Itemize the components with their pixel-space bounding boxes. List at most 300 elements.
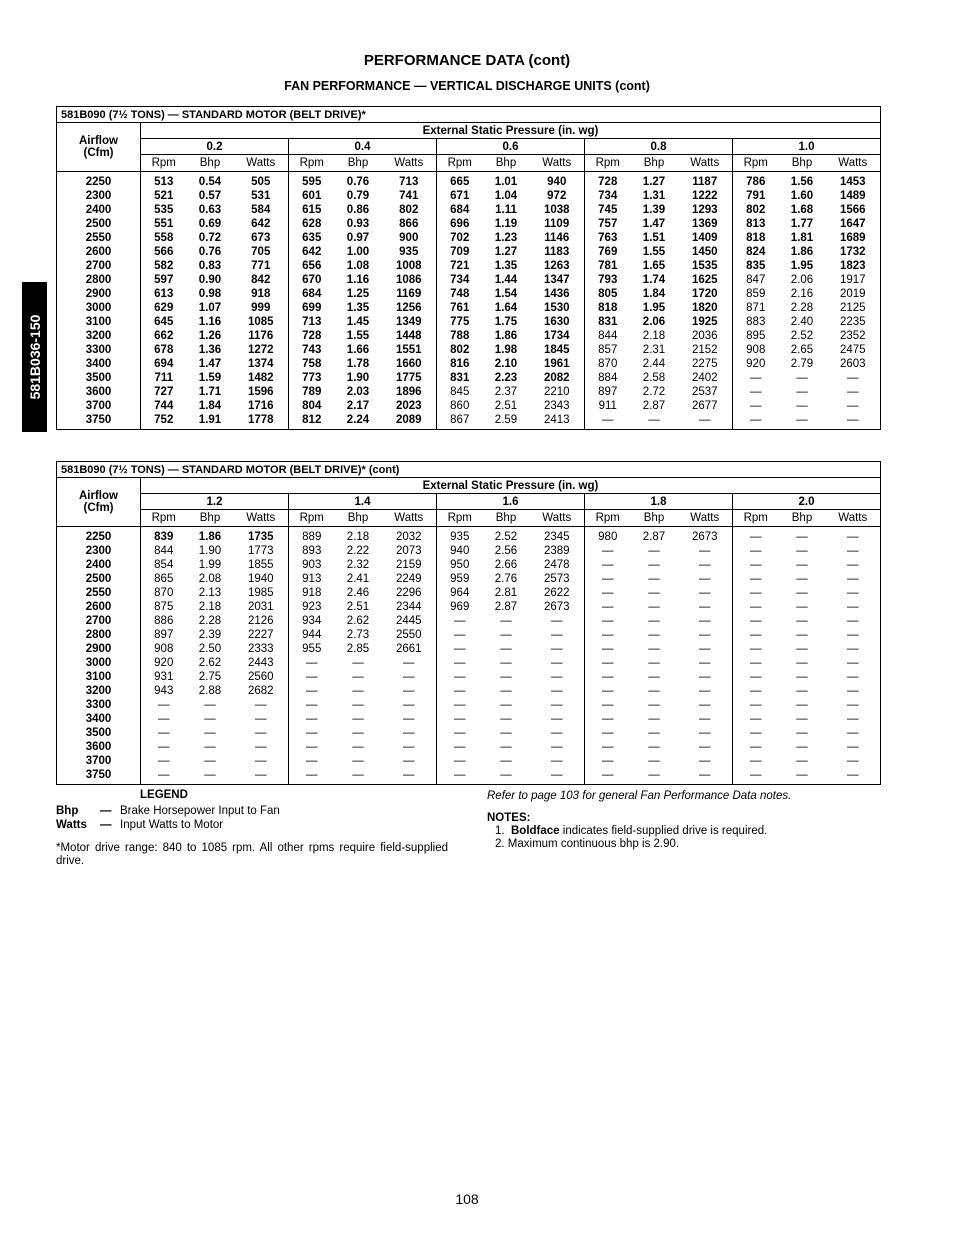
table-cell: — <box>352 685 364 697</box>
pressure-header: 1.4 <box>289 494 437 510</box>
table-cell: — <box>648 414 660 426</box>
table-cell: — <box>648 713 660 725</box>
table-cell: — <box>141 740 187 754</box>
table-cell: — <box>585 726 631 740</box>
table-cell: 2.46 <box>346 587 370 599</box>
airflow-cell: 3100 <box>85 671 112 683</box>
notes <box>487 812 767 851</box>
table-cell: — <box>699 727 711 739</box>
table-cell: — <box>699 713 711 725</box>
esp-label: External Static Pressure (in. wg) <box>141 123 881 139</box>
table-row <box>57 698 881 712</box>
table-cell: 2475 <box>839 344 866 356</box>
refer-note: Refer to page 103 for general Fan Performance Data notes. <box>487 790 792 802</box>
table-cell: 1176 <box>248 330 274 342</box>
table-cell: 1530 <box>543 302 570 314</box>
table-row <box>57 301 881 315</box>
table-cell: 584 <box>251 204 271 216</box>
table-cell: 2.59 <box>494 414 518 426</box>
table-cell: 2.03 <box>346 386 370 398</box>
table-cell: — <box>437 768 483 785</box>
table-cell: — <box>255 713 267 725</box>
table-cell: 1.84 <box>198 400 222 412</box>
table-cell: 0.83 <box>198 260 222 272</box>
table-cell: — <box>551 713 563 725</box>
table-cell: — <box>500 741 512 753</box>
table-cell: 903 <box>289 558 335 572</box>
legend-item <box>56 819 280 833</box>
table-cell: 642 <box>289 245 335 259</box>
table-cell: — <box>437 628 483 642</box>
table-cell: 791 <box>733 189 779 203</box>
table-row <box>57 628 881 642</box>
airflow-cell: 2500 <box>85 573 112 585</box>
table-cell: 854 <box>141 558 187 572</box>
table-cell: — <box>551 685 563 697</box>
table-cell: 2023 <box>395 400 422 412</box>
table-cell: 1.77 <box>790 218 814 230</box>
table-cell: 709 <box>437 245 483 259</box>
column-header: Watts <box>826 510 881 527</box>
table-cell: — <box>733 768 779 785</box>
table-cell: 1.27 <box>642 176 666 188</box>
legend-dash: — <box>100 819 112 831</box>
table-row <box>57 287 881 301</box>
table-cell: 1146 <box>544 232 570 244</box>
table-cell: 1647 <box>839 218 866 230</box>
table-cell: 886 <box>141 614 187 628</box>
table-cell: — <box>648 699 660 711</box>
table-cell: 775 <box>437 315 483 329</box>
table-cell: 1720 <box>691 288 718 300</box>
table-cell: 2389 <box>543 545 570 557</box>
table-row <box>57 684 881 698</box>
table-cell: 2343 <box>543 400 570 412</box>
table-cell: 1.47 <box>642 218 666 230</box>
pressure-header: 1.6 <box>437 494 585 510</box>
table-cell: 1.47 <box>198 358 222 370</box>
table-cell: 2.87 <box>642 531 666 543</box>
table-cell: — <box>796 643 808 655</box>
table-cell: 1716 <box>247 400 274 412</box>
table-cell: 684 <box>289 287 335 301</box>
table-title: 581B090 (7½ TONS) — STANDARD MOTOR (BELT DRIVE)* (cont) <box>57 462 881 478</box>
table-cell: — <box>437 684 483 698</box>
table-cell: — <box>551 629 563 641</box>
table-cell: — <box>437 740 483 754</box>
table-cell: 728 <box>585 172 631 190</box>
table-cell: 628 <box>289 217 335 231</box>
table-cell: 1820 <box>691 302 718 314</box>
table-cell: 2249 <box>395 573 422 585</box>
table-cell: 1450 <box>691 246 718 258</box>
table-cell: 727 <box>141 385 187 399</box>
table-cell: — <box>585 684 631 698</box>
table-cell: — <box>403 727 415 739</box>
table-cell: 1.36 <box>198 344 222 356</box>
column-header: Watts <box>382 510 437 527</box>
table-cell: 2537 <box>691 386 718 398</box>
table-cell: 1.91 <box>198 414 222 426</box>
table-cell: 2.75 <box>198 671 222 683</box>
table-cell: 1823 <box>839 260 866 272</box>
table-cell: 923 <box>289 600 335 614</box>
table-cell: 1535 <box>691 260 718 272</box>
table-cell: — <box>733 600 779 614</box>
table-cell: 1.71 <box>198 386 222 398</box>
table-cell: — <box>204 713 216 725</box>
table-cell: 2677 <box>691 400 718 412</box>
table-cell: 713 <box>289 315 335 329</box>
table-cell: — <box>585 614 631 628</box>
airflow-label: Airflow <box>79 135 118 147</box>
table-cell: 1.86 <box>198 531 222 543</box>
footnote: *Motor drive range: 840 to 1085 rpm. All other rpms require field-supplied drive. <box>56 842 448 867</box>
table-cell: — <box>500 657 512 669</box>
table-cell: 0.69 <box>198 218 222 230</box>
airflow-unit: (Cfm) <box>83 147 114 159</box>
table-row <box>57 740 881 754</box>
column-header: Bhp <box>187 510 234 527</box>
table-cell: 0.72 <box>198 232 222 244</box>
table-cell: — <box>352 657 364 669</box>
table-cell: — <box>699 699 711 711</box>
table-cell: — <box>733 642 779 656</box>
table-cell: — <box>847 559 859 571</box>
table-cell: 2.73 <box>346 629 370 641</box>
table-cell: — <box>437 642 483 656</box>
table-cell: — <box>847 372 859 384</box>
table-cell: 844 <box>585 329 631 343</box>
table-cell: — <box>585 558 631 572</box>
table-cell: — <box>551 615 563 627</box>
column-header: Watts <box>826 155 881 172</box>
column-header: Bhp <box>335 510 382 527</box>
table-row <box>57 231 881 245</box>
table-cell: 920 <box>141 656 187 670</box>
table-cell: 2159 <box>395 559 422 571</box>
table-cell: 1.84 <box>642 288 666 300</box>
table-cell: 842 <box>251 274 271 286</box>
table-cell: 684 <box>437 203 483 217</box>
table-cell: 2344 <box>395 601 422 613</box>
table-cell: 2333 <box>247 643 274 655</box>
table-cell: 662 <box>141 329 187 343</box>
table-cell: — <box>403 657 415 669</box>
table-cell: 2.51 <box>494 400 518 412</box>
table-cell: 816 <box>437 357 483 371</box>
table-cell: 889 <box>289 527 335 545</box>
table-cell: — <box>585 544 631 558</box>
column-header: Rpm <box>585 155 631 172</box>
table-cell: 0.76 <box>346 176 370 188</box>
table-cell: 1.23 <box>494 232 518 244</box>
table-cell: 1.26 <box>198 330 222 342</box>
legend-key: Watts <box>56 819 87 831</box>
table-cell: — <box>699 559 711 571</box>
table-cell: 582 <box>141 259 187 273</box>
table-cell: — <box>204 755 216 767</box>
table-cell: 0.63 <box>198 204 222 216</box>
table-cell: 831 <box>585 315 631 329</box>
airflow-cell: 3600 <box>85 741 112 753</box>
table-cell: — <box>500 713 512 725</box>
table-cell: — <box>648 671 660 683</box>
table-cell: — <box>500 755 512 767</box>
airflow-cell: 2800 <box>85 274 112 286</box>
note-boldface-term: Boldface <box>510 825 560 837</box>
table-cell: 1566 <box>839 204 866 216</box>
pressure-header: 0.6 <box>437 139 585 155</box>
table-cell: 1.95 <box>642 302 666 314</box>
airflow-cell: 3300 <box>85 344 112 356</box>
table-cell: — <box>352 713 364 725</box>
table-cell: — <box>847 643 859 655</box>
table-cell: 786 <box>733 172 779 190</box>
table-cell: 758 <box>289 357 335 371</box>
table-cell: — <box>289 656 335 670</box>
table-cell: — <box>585 698 631 712</box>
airflow-cell: 3700 <box>85 400 112 412</box>
table-cell: 0.90 <box>198 274 222 286</box>
table-cell: 1349 <box>395 316 422 328</box>
table-cell: — <box>847 727 859 739</box>
table-cell: 897 <box>141 628 187 642</box>
table-cell: 835 <box>733 259 779 273</box>
table-cell: — <box>796 769 808 781</box>
notes-title: NOTES: <box>487 812 531 824</box>
table-cell: 1.64 <box>494 302 518 314</box>
table-cell: — <box>648 643 660 655</box>
table-cell: 1109 <box>544 218 570 230</box>
table-cell: — <box>648 545 660 557</box>
table-cell: 635 <box>289 231 335 245</box>
table-cell: — <box>585 740 631 754</box>
table-cell: 665 <box>437 172 483 190</box>
table-cell: 694 <box>141 357 187 371</box>
table-cell: — <box>437 656 483 670</box>
table-cell: 2.32 <box>346 559 370 571</box>
table-cell: — <box>500 643 512 655</box>
table-cell: 1.07 <box>198 302 222 314</box>
table-cell: 908 <box>141 642 187 656</box>
table-cell: 2413 <box>543 414 570 426</box>
table-cell: 773 <box>289 371 335 385</box>
table-cell: 918 <box>289 586 335 600</box>
table-cell: — <box>500 685 512 697</box>
table-cell: 0.86 <box>346 204 370 216</box>
table-row <box>57 315 881 329</box>
airflow-cell: 3000 <box>85 302 112 314</box>
table-cell: — <box>847 587 859 599</box>
table-cell: — <box>733 527 779 545</box>
column-header: Rpm <box>437 510 483 527</box>
table-cell: — <box>699 741 711 753</box>
column-header: Watts <box>678 155 733 172</box>
table-cell: 2622 <box>543 587 570 599</box>
table-cell: 839 <box>141 527 187 545</box>
table-cell: 1.01 <box>494 176 518 188</box>
table-cell: 0.76 <box>198 246 222 258</box>
table-cell: — <box>847 713 859 725</box>
table-cell: — <box>585 768 631 785</box>
table-cell: 0.98 <box>198 288 222 300</box>
table-row <box>57 614 881 628</box>
table-cell: 934 <box>289 614 335 628</box>
table-cell: 1.11 <box>495 204 517 216</box>
table-cell: 870 <box>141 586 187 600</box>
table-cell: 955 <box>289 642 335 656</box>
column-header: Rpm <box>141 510 187 527</box>
table-row <box>57 357 881 371</box>
pressure-header: 0.8 <box>585 139 733 155</box>
table-cell: — <box>500 671 512 683</box>
table-cell: — <box>255 741 267 753</box>
airflow-cell: 2500 <box>85 218 112 230</box>
table-cell: 1272 <box>247 344 274 356</box>
column-header: Rpm <box>733 155 779 172</box>
table-cell: — <box>352 727 364 739</box>
table-cell: 1845 <box>543 344 570 356</box>
table-row <box>57 600 881 614</box>
column-header: Bhp <box>335 155 382 172</box>
side-tab-label: 581B036-150 <box>26 314 43 400</box>
table-cell: 1.35 <box>494 260 518 272</box>
table-cell: 2.18 <box>198 601 222 613</box>
table-cell: — <box>500 727 512 739</box>
table-cell: — <box>699 643 711 655</box>
table-cell: — <box>847 685 859 697</box>
column-header-row <box>57 155 881 172</box>
table-cell: 1256 <box>395 302 422 314</box>
table-cell: 699 <box>289 301 335 315</box>
table-cell: — <box>847 615 859 627</box>
esp-label: External Static Pressure (in. wg) <box>141 478 881 494</box>
table-cell: — <box>204 769 216 781</box>
table-cell: 867 <box>437 413 483 430</box>
table-cell: — <box>648 573 660 585</box>
table-cell: 911 <box>585 399 631 413</box>
table-cell: 2.52 <box>790 330 814 342</box>
airflow-cell: 2250 <box>85 531 112 543</box>
table-cell: — <box>648 629 660 641</box>
airflow-cell: 3000 <box>85 657 112 669</box>
table-cell: 1.98 <box>494 344 518 356</box>
table-cell: 763 <box>585 231 631 245</box>
airflow-cell: 2700 <box>85 615 112 627</box>
table-cell: 1086 <box>395 274 422 286</box>
table-cell: 943 <box>141 684 187 698</box>
table-cell: 1732 <box>839 246 866 258</box>
table-cell: — <box>437 698 483 712</box>
table-cell: — <box>796 741 808 753</box>
table-row <box>57 413 881 430</box>
table-cell: 2550 <box>395 629 422 641</box>
column-header: Bhp <box>483 155 530 172</box>
table-cell: 566 <box>141 245 187 259</box>
table-cell: — <box>699 545 711 557</box>
table-cell: 950 <box>437 558 483 572</box>
table-cell: 999 <box>251 302 271 314</box>
table-cell: — <box>352 671 364 683</box>
table-cell: 875 <box>141 600 187 614</box>
table-cell: — <box>648 727 660 739</box>
table-cell: — <box>141 754 187 768</box>
legend-desc: Brake Horsepower Input to Fan <box>120 805 280 817</box>
side-tab <box>22 282 47 432</box>
table-cell: 818 <box>585 301 631 315</box>
table-cell: 1.08 <box>346 260 370 272</box>
column-header: Watts <box>234 155 289 172</box>
table-cell: 2.79 <box>790 358 814 370</box>
table-cell: 705 <box>251 246 271 258</box>
pressure-header: 1.2 <box>141 494 289 510</box>
table-cell: — <box>204 727 216 739</box>
table-cell: 1.25 <box>346 288 370 300</box>
table-cell: — <box>733 698 779 712</box>
table-cell: — <box>796 713 808 725</box>
airflow-cell: 2700 <box>85 260 112 272</box>
table-cell: 900 <box>399 232 419 244</box>
table-row <box>57 558 881 572</box>
table-cell: 0.57 <box>198 190 222 202</box>
table-cell: — <box>699 601 711 613</box>
column-header: Rpm <box>585 510 631 527</box>
table-cell: 870 <box>585 357 631 371</box>
table-cell: — <box>733 385 779 399</box>
table-row <box>57 712 881 726</box>
table-row <box>57 189 881 203</box>
table-cell: 802 <box>437 343 483 357</box>
table-cell: — <box>847 400 859 412</box>
table-cell: 615 <box>289 203 335 217</box>
table-cell: — <box>500 699 512 711</box>
table-cell: 781 <box>585 259 631 273</box>
table-cell: — <box>141 712 187 726</box>
table-row <box>57 572 881 586</box>
table-cell: 535 <box>141 203 187 217</box>
table-cell: 0.54 <box>198 176 222 188</box>
table-cell: 1183 <box>544 246 570 258</box>
table-cell: 2.56 <box>494 545 518 557</box>
table-cell: — <box>733 670 779 684</box>
table-cell: — <box>551 755 563 767</box>
table-cell: — <box>648 741 660 753</box>
table-cell: — <box>289 712 335 726</box>
table-cell: 2682 <box>247 685 274 697</box>
table-cell: — <box>141 698 187 712</box>
table-cell: 1.99 <box>198 559 222 571</box>
table-cell: — <box>585 600 631 614</box>
airflow-cell: 3700 <box>85 755 112 767</box>
table-cell: — <box>585 754 631 768</box>
airflow-cell: 2400 <box>85 559 112 571</box>
table-cell: — <box>551 699 563 711</box>
table-row <box>57 399 881 413</box>
table-cell: 2019 <box>839 288 866 300</box>
airflow-header <box>57 123 141 172</box>
table-cell: 883 <box>733 315 779 329</box>
table-cell: — <box>551 643 563 655</box>
table-cell: 642 <box>251 218 271 230</box>
table-cell: 972 <box>547 190 567 202</box>
table-cell: 1961 <box>543 358 570 370</box>
table-cell: — <box>847 769 859 781</box>
table-cell: 1773 <box>247 545 274 557</box>
table-cell: 857 <box>585 343 631 357</box>
table-cell: — <box>648 559 660 571</box>
table-cell: — <box>699 615 711 627</box>
